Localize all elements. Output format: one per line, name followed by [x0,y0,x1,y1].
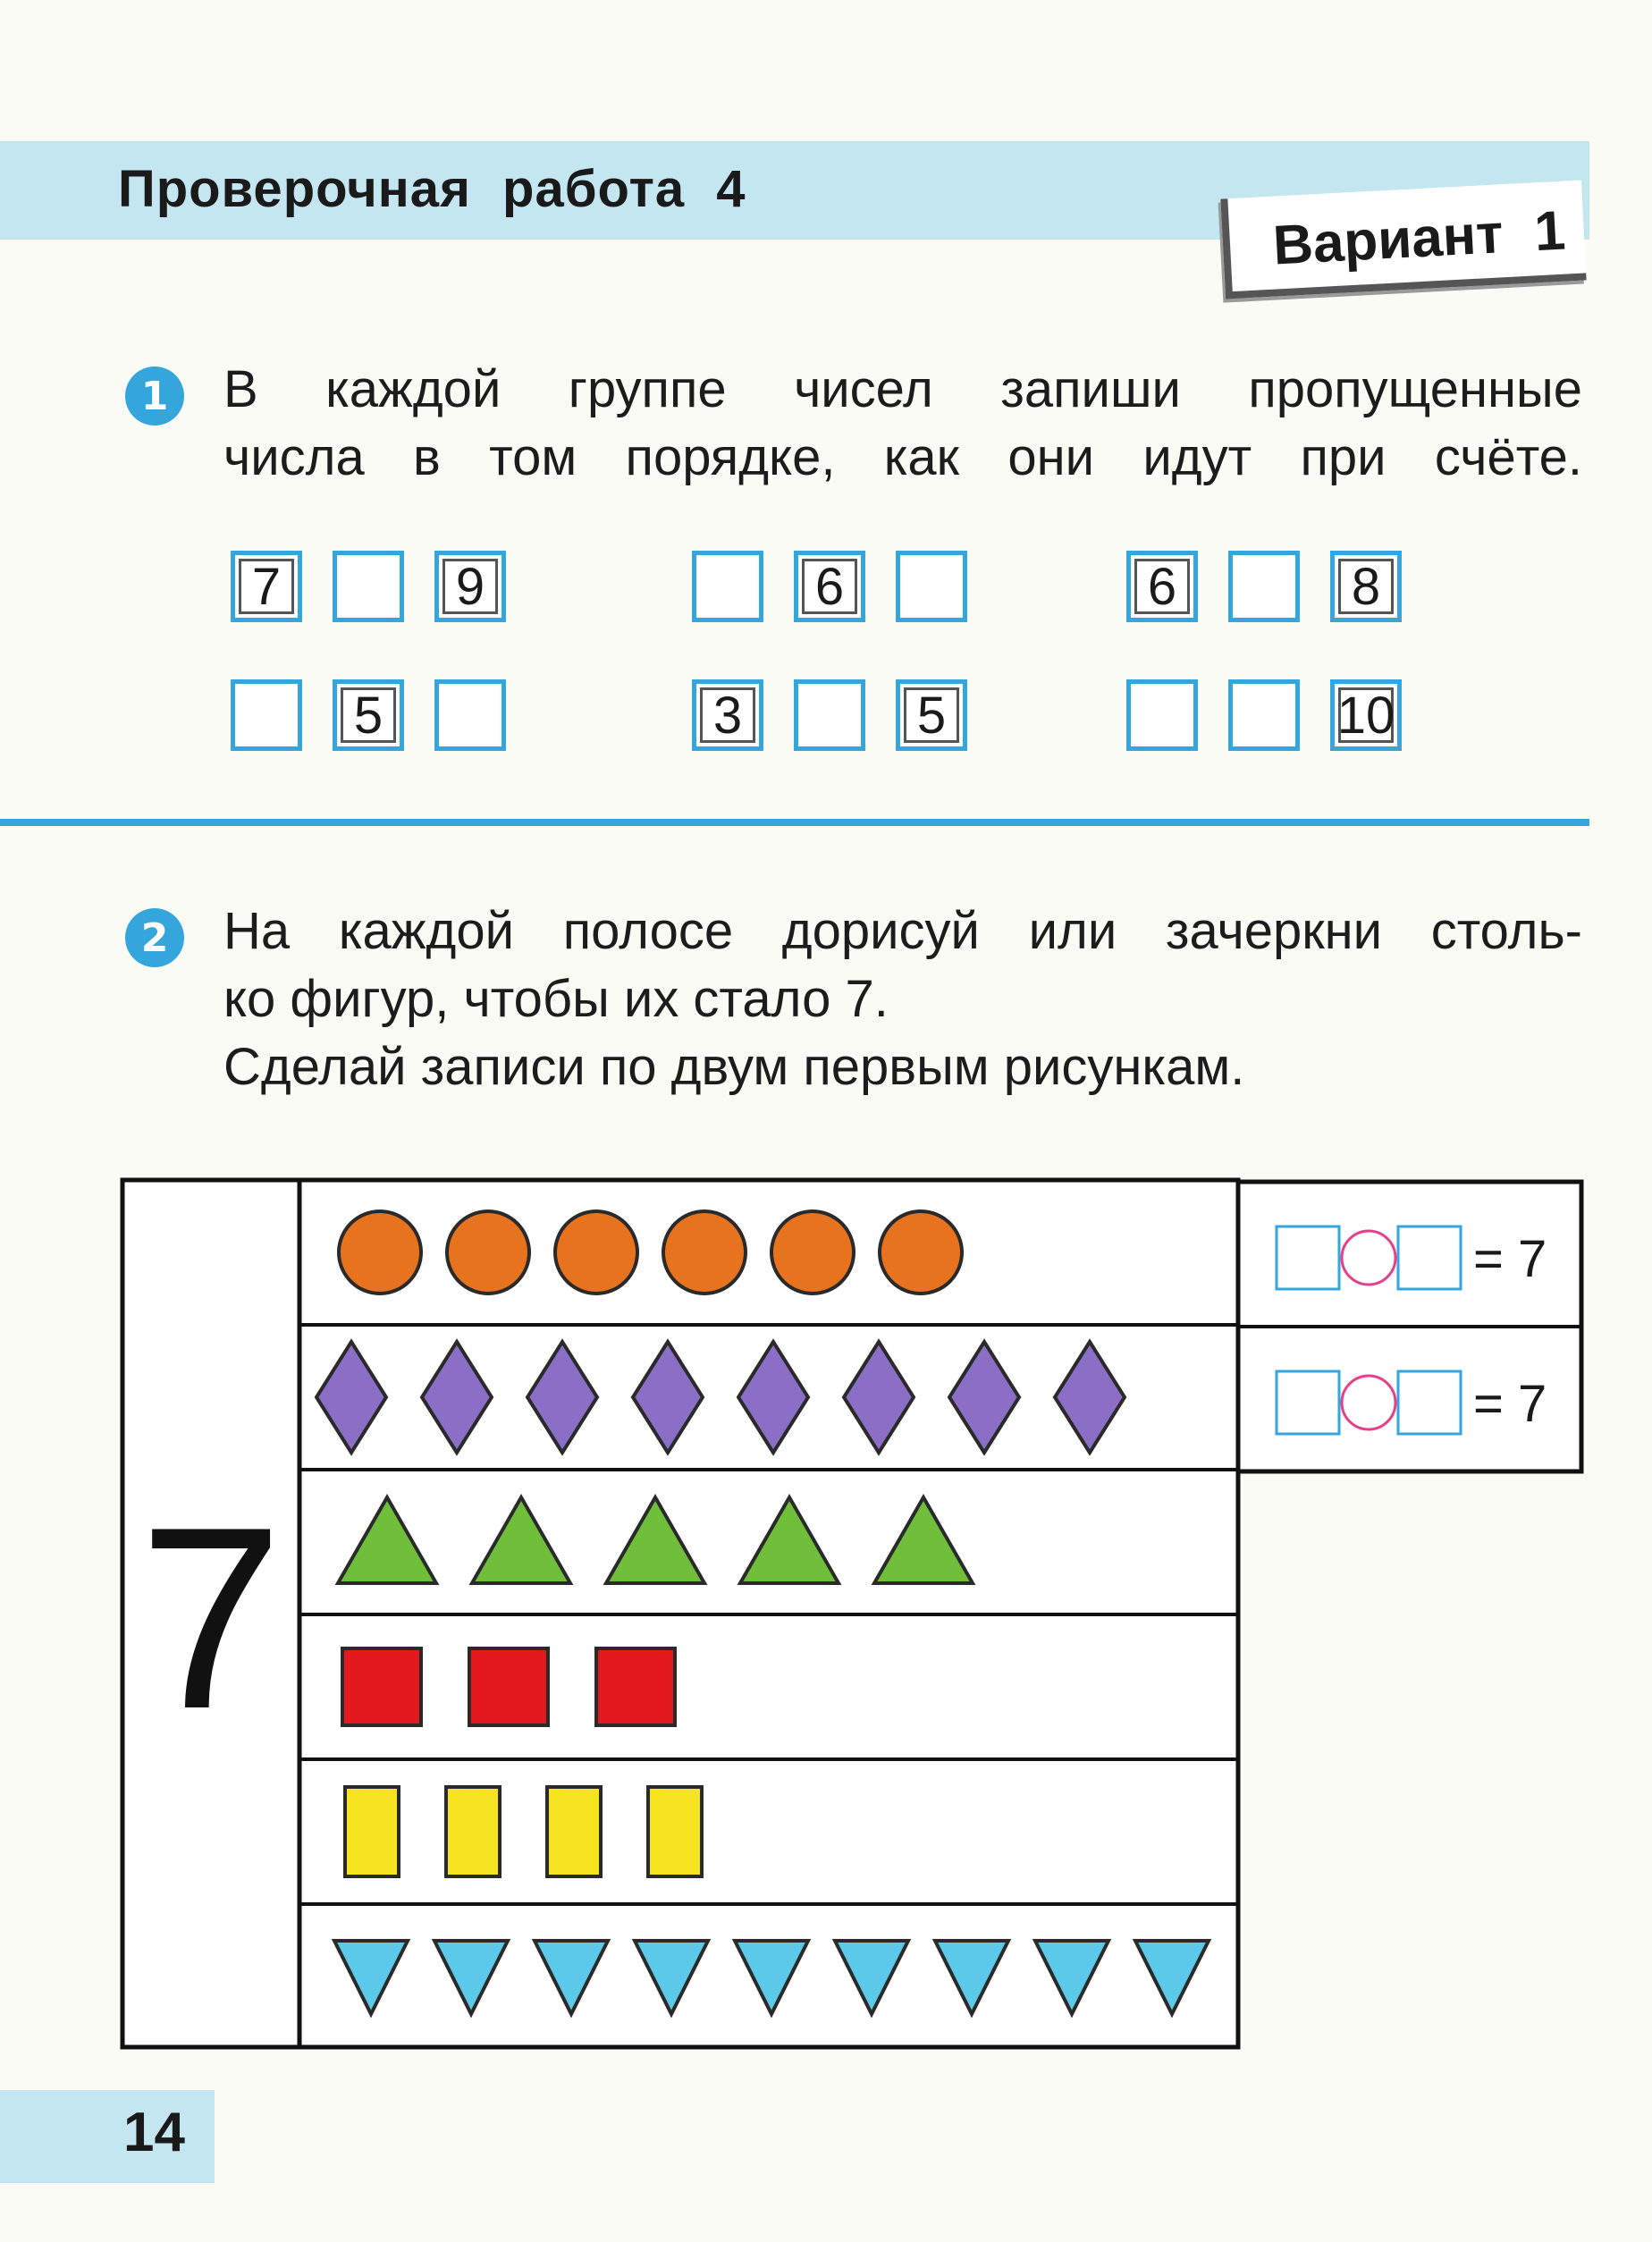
rectangle-shape[interactable] [345,1787,399,1876]
equation-sign-circle[interactable] [1342,1231,1395,1285]
rectangle-shape[interactable] [446,1787,500,1876]
number-box-value: 9 [442,559,498,614]
number-box-value: 6 [1134,559,1190,614]
circle-shape[interactable] [555,1211,637,1294]
task-2-line-1: На каждой полосе дорисуй или зачеркни столь- [223,902,1582,960]
number-box-value: 8 [1338,559,1394,614]
task-1-number: 1 [125,367,184,426]
task-1-line-2: числа в том порядке, как они идут при счёте. [223,428,1582,486]
task-2-number: 2 [125,908,184,967]
square-shape[interactable] [469,1648,548,1725]
number-box-value: 7 [239,559,294,614]
equation-result: = 7 [1473,1375,1547,1433]
variant-label: Вариант 1 [1271,199,1567,277]
number-box-value: 5 [904,687,959,743]
circle-shape[interactable] [880,1211,962,1294]
circle-shape[interactable] [447,1211,529,1294]
task-1-line-1: В каждой группе чисел запиши пропущенные [223,360,1582,418]
equation-box-left[interactable] [1277,1371,1339,1434]
task-2-line-3: Сделай записи по двум первым рисункам. [223,1038,1245,1096]
task-2-line-2: ко фигур, чтобы их стало 7. [223,970,889,1028]
square-shape[interactable] [596,1648,675,1725]
rectangle-shape[interactable] [547,1787,601,1876]
circle-shape[interactable] [663,1211,746,1294]
square-shape[interactable] [342,1648,421,1725]
number-box-value: 5 [341,687,396,743]
circle-shape[interactable] [771,1211,854,1294]
circle-shape[interactable] [339,1211,421,1294]
page-number: 14 [123,2102,185,2163]
number-box-value: 3 [700,687,755,743]
equation-result: = 7 [1473,1230,1547,1288]
rectangle-shape[interactable] [648,1787,702,1876]
equation-sign-circle[interactable] [1342,1376,1395,1429]
number-box-value: 10 [1336,686,1395,745]
equation-box-right[interactable] [1398,1371,1461,1434]
equation-box-right[interactable] [1398,1226,1461,1289]
number-box-value: 6 [802,559,857,614]
big-seven: 7 [139,1473,283,1763]
page-title: Проверочная работа 4 [118,160,746,218]
equation-box-left[interactable] [1277,1226,1339,1289]
